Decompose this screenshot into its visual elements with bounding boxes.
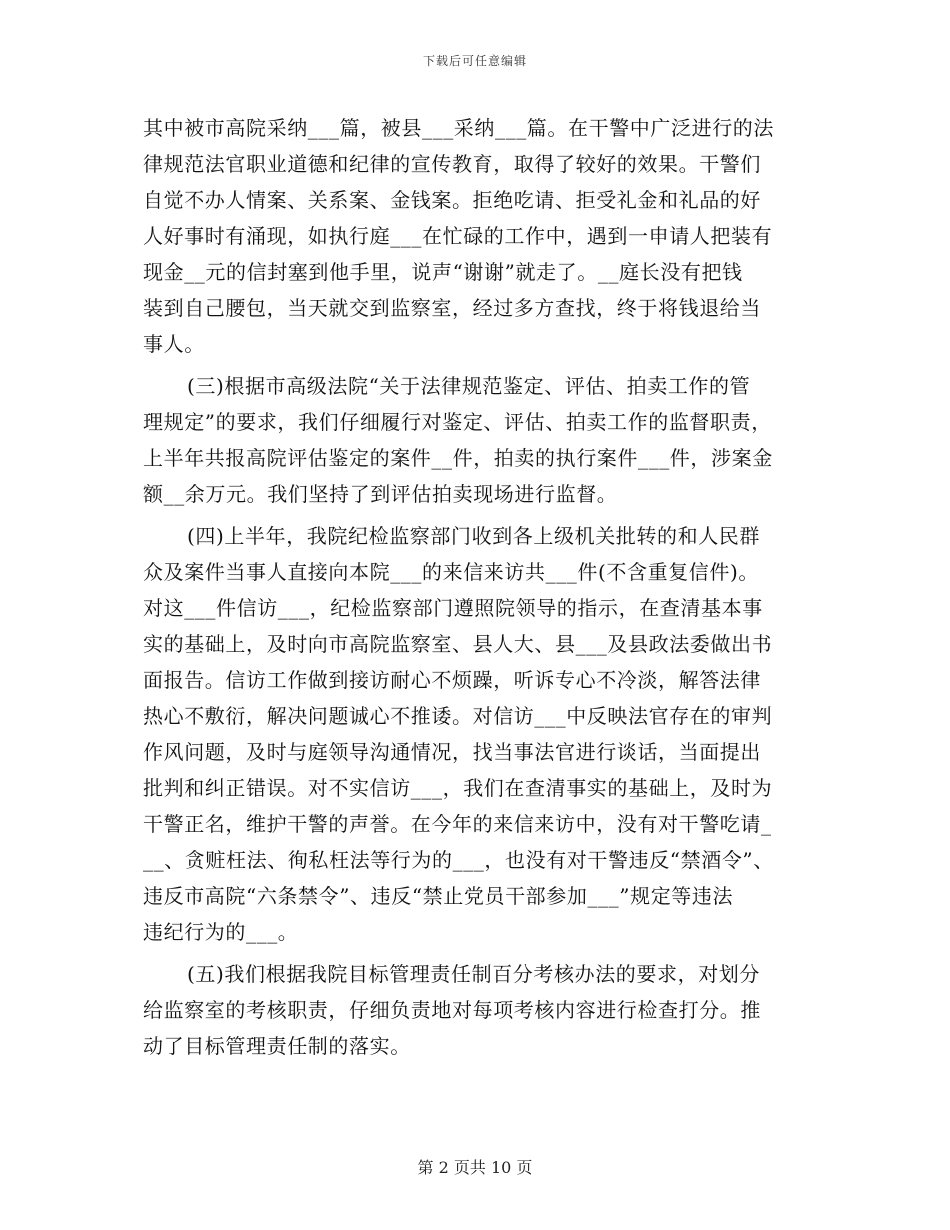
text-line: 上半年共报高院评估鉴定的案件__件，拍卖的执行案件___件，涉案金 bbox=[143, 446, 773, 470]
text-line: 事人。 bbox=[143, 332, 205, 356]
text-line: 面报告。信访工作做到接访耐心不烦躁，听诉专心不冷淡，解答法律 bbox=[143, 668, 761, 692]
text-line: 干警正名，维护干警的声誉。在今年的来信来访中，没有对干警吃请_ bbox=[143, 812, 772, 836]
text-line: 额__余万元。我们坚持了到评估拍卖现场进行监督。 bbox=[143, 482, 618, 506]
text-line: 人好事时有涌现，如执行庭___在忙碌的工作中，遇到一申请人把装有 bbox=[143, 224, 773, 248]
text-line: 装到自己腰包，当天就交到监察室，经过多方查找，终于将钱退给当 bbox=[143, 296, 761, 320]
text-line: 作风问题，及时与庭领导沟通情况，找当事法官进行谈话，当面提出 bbox=[143, 740, 761, 764]
document-body bbox=[143, 110, 813, 1064]
text-line: 给监察室的考核职责，仔细负责地对每项考核内容进行检查打分。推 bbox=[143, 998, 761, 1022]
text-line: 现金__元的信封塞到他手里，说声“谢谢”就走了。__庭长没有把钱 bbox=[143, 260, 743, 284]
text-line: 其中被市高院采纳___篇，被县___采纳___篇。在干警中广泛进行的法 bbox=[143, 116, 774, 140]
text-line: 违反市高院“六条禁令”、违反“禁止党员干部参加___”规定等违法 bbox=[143, 884, 734, 908]
text-line: 批判和纠正错误。对不实信访___，我们在查清事实的基础上，及时为 bbox=[143, 776, 773, 800]
text-line: 对这___件信访___，纪检监察部门遵照院领导的指示，在查清基本事 bbox=[143, 596, 763, 620]
text-line: 违纪行为的___。 bbox=[143, 920, 299, 944]
text-line: (四)上半年，我院纪检监察部门收到各上级机关批转的和人民群 bbox=[187, 524, 761, 548]
page-number: 第 2 页共 10 页 bbox=[417, 1158, 533, 1177]
text-line: 理规定”的要求，我们仔细履行对鉴定、评估、拍卖工作的监督职责， bbox=[143, 410, 772, 434]
text-line: 自觉不办人情案、关系案、金钱案。拒绝吃请、拒受礼金和礼品的好 bbox=[143, 188, 761, 212]
text-line: 众及案件当事人直接向本院___的来信来访共___件(不含重复信件)。 bbox=[143, 560, 760, 584]
text-line: (五)我们根据我院目标管理责任制百分考核办法的要求，对划分 bbox=[187, 962, 761, 986]
text-line: 律规范法官职业道德和纪律的宣传教育，取得了较好的效果。干警们 bbox=[143, 152, 761, 176]
page-header: 下载后可任意编辑 bbox=[422, 54, 527, 68]
text-line: (三)根据市高级法院“关于法律规范鉴定、评估、拍卖工作的管 bbox=[187, 374, 751, 398]
text-line: 热心不敷衍，解决问题诚心不推诿。对信访___中反映法官存在的审判 bbox=[143, 704, 773, 728]
text-line: __、贪赃枉法、徇私枉法等行为的___，也没有对干警违反“禁酒令”、 bbox=[143, 848, 774, 872]
text-line: 动了目标管理责任制的落实。 bbox=[143, 1034, 411, 1058]
text-line: 实的基础上，及时向市高院监察室、县人大、县___及县政法委做出书 bbox=[143, 632, 773, 656]
